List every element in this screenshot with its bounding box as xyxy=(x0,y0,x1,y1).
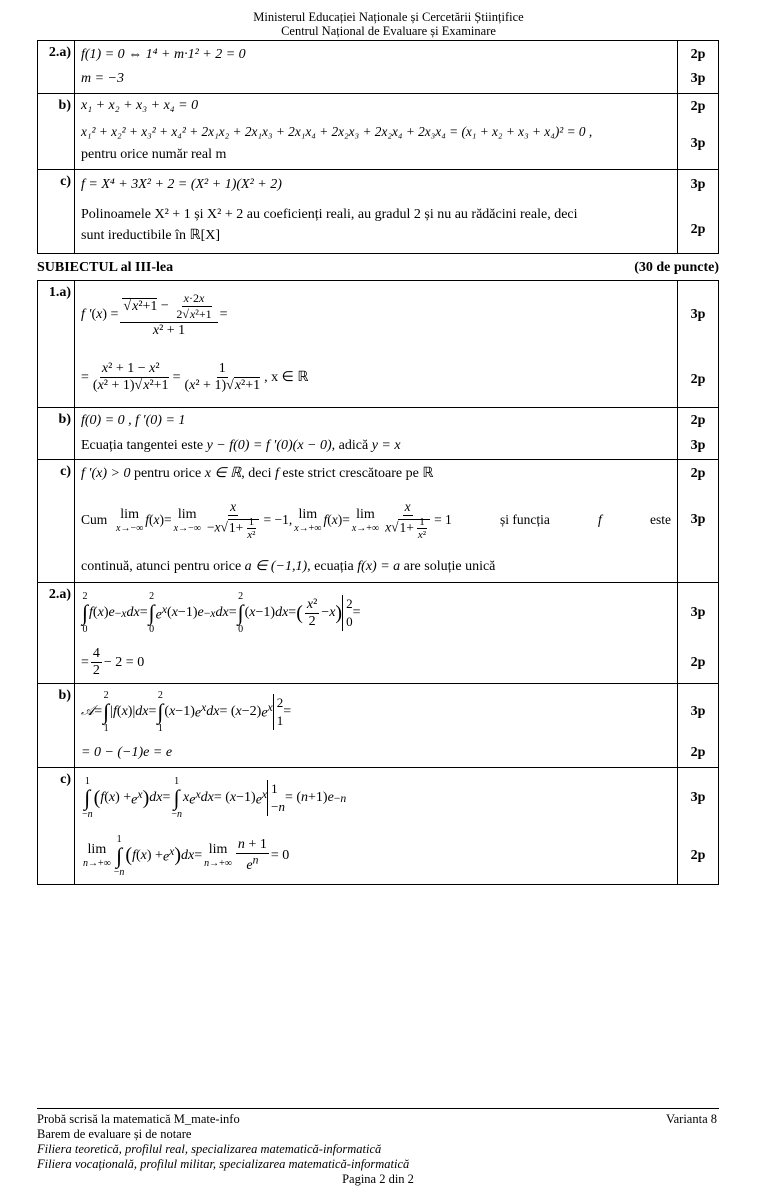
derivative-result: = $\frac{\text{x² + 1 − x²}}{\text{(x² + 1)√x²+1}}$ = $\frac{1}{\text{(x² + 1)√x²+1}}$ , x ∈ ℝ xyxy=(81,361,309,393)
points-value: 3p xyxy=(690,136,706,151)
row-1c xyxy=(38,460,719,583)
text-fragment: Ecuația tangentei este xyxy=(81,438,207,453)
item-label: 2.a) xyxy=(48,587,71,602)
document-footer xyxy=(37,1108,719,1187)
text-fragment: , adică xyxy=(331,438,372,453)
math-fragment: f(x) = a xyxy=(357,559,401,574)
math-fragment: x ∈ ℝ xyxy=(204,466,242,481)
row-2a xyxy=(38,41,719,94)
item-label: c) xyxy=(60,174,71,189)
math-fragment: a ∈ (−1,1) xyxy=(244,559,308,574)
math-fragment: f xyxy=(598,512,602,527)
text-fragment: pentru orice xyxy=(130,466,205,481)
subject-3-table xyxy=(37,280,719,885)
math-fragment: ℝ xyxy=(422,466,434,481)
limits-line: Cum lim x→−∞ f ( x )= lim x→−∞ x −x√1+ $\frac{1}{\text{x²}}$ = −1, lim x→+∞ f ( x )= lim x→+∞ x x√1+ $\frac{1}{\text{x²}}$ = 1 și funcția f este xyxy=(81,499,671,541)
document-header xyxy=(0,10,777,38)
text-fragment: continuă, atunci pentru orice xyxy=(81,559,245,574)
points-value: 2p xyxy=(690,745,706,760)
center-name: Centrul Național de Evaluare și Examinare xyxy=(281,24,496,38)
item-label: b) xyxy=(58,98,71,113)
points-value: 3p xyxy=(690,605,706,620)
section-title: SUBIECTUL al III-lea xyxy=(37,260,174,275)
integral-result: = $\frac{4}{2}$ − 2 = 0 xyxy=(81,646,145,678)
item-label: c) xyxy=(60,464,71,479)
subject-2-table xyxy=(37,40,719,254)
points-value: 3p xyxy=(690,71,706,86)
item-label: b) xyxy=(58,412,71,427)
points-value: 2p xyxy=(690,413,706,428)
math-fragment: y = x xyxy=(371,438,401,453)
grading-title: Barem de evaluare și de notare xyxy=(37,1127,192,1141)
row-2b xyxy=(38,94,719,170)
text-fragment: este strict crescătoare pe xyxy=(278,466,423,481)
math-fragment: y − f(0) = f ′(0)(x − 0) xyxy=(206,438,332,453)
solution-line: sunt ireductibile în ℝ[X] xyxy=(81,228,221,243)
text-fragment: , ecuația xyxy=(307,559,358,574)
limit-line: lim n→+∞ 1 ∫ −n ( f ( x ) + $e^x$ ) dx = lim n→+∞ $\frac{n + 1}{e^n}$ = 0 xyxy=(83,833,290,878)
points-value: 3p xyxy=(690,307,706,322)
solution-line: Polinoamele X² + 1 și X² + 2 au coeficienți reali, au gradul 2 și nu au rădăcini reale, deci xyxy=(81,207,578,222)
row-1b xyxy=(38,408,719,460)
solution-line xyxy=(81,434,671,458)
solution-line xyxy=(81,460,671,488)
points-value: 2p xyxy=(690,47,706,62)
item-label: b) xyxy=(58,688,71,703)
variant-label: Varianta 8 xyxy=(665,1112,717,1126)
row-1a xyxy=(38,281,719,408)
points-value: 2p xyxy=(690,848,706,863)
solution-line: pentru orice număr real m xyxy=(81,147,227,162)
points-value: 2p xyxy=(690,99,706,114)
points-value: 3p xyxy=(690,704,706,719)
exam-name: Probă scrisă la matematică M_mate-info xyxy=(37,1112,240,1126)
row-2b-iii xyxy=(38,684,719,768)
track-line: Filiera vocațională, profilul militar, specializarea matematică-informatică xyxy=(37,1157,410,1171)
track-line: Filiera teoretică, profilul real, specializarea matematică-informatică xyxy=(37,1142,382,1156)
points-value: 2p xyxy=(690,655,706,670)
text-fragment: și funcția xyxy=(499,512,550,527)
row-2c xyxy=(38,170,719,254)
solution-line: f(0) = 0 , f ′(0) = 1 xyxy=(81,413,186,428)
item-label: c) xyxy=(60,772,71,787)
points-value: 2p xyxy=(690,222,706,237)
row-2c-iii xyxy=(38,768,719,885)
area-line: 𝒜 = 2 ∫ 1 | f ( x )| dx = 2 ∫ 1 ( x −1) $e^x$ dx = ( x −2) $e^x$ 2 1 = xyxy=(81,689,292,734)
solution-line: = 0 − (−1)e = e xyxy=(81,745,173,760)
section-points: (30 de puncte) xyxy=(634,260,719,275)
points-value: 3p xyxy=(690,438,706,453)
integral-line: 1 ∫ −n ( f ( x ) + $e^x$ ) dx = 1 ∫ −n x $e^x$ dx = ( x −1) $e^x$ 1 −n = ( n +1) e −n xyxy=(82,776,347,820)
text-fragment: , deci xyxy=(241,466,276,481)
integral-line: 2 ∫ 0 f ( x ) e −x dx = 2 ∫ 0 $e^x$ ( x −1) e −x dx = 2 ∫ 0 ( x −1) dx = ( $\frac{\text{x²}}{2}$ − x ) 2 0 = xyxy=(82,591,361,635)
derivative-formula: f ′ ( x ) = √x²+1 − $\frac{x\cdot 2x}{\text{2√x²+1}}$ x² + 1 = xyxy=(81,291,228,338)
solution-line: f(1) = 0 ⇔ 1⁴ + m·1² + 2 = 0 xyxy=(81,47,246,62)
item-label: 2.a) xyxy=(48,45,71,60)
text-fragment: este xyxy=(649,512,671,527)
points-value: 2p xyxy=(690,372,706,387)
item-label: 1.a) xyxy=(48,285,71,300)
row-2a-iii xyxy=(38,583,719,684)
text-fragment: are soluție unică xyxy=(400,559,496,574)
points-value: 3p xyxy=(690,512,706,527)
points-value: 3p xyxy=(690,790,706,805)
text-fragment: Cum xyxy=(81,512,108,527)
solution-line xyxy=(81,552,671,581)
domain-note: , x ∈ ℝ xyxy=(264,370,309,385)
solution-line: x₁ + x₂ + x₃ + x₄ = 0 xyxy=(81,98,199,113)
solution-line: m = −3 xyxy=(81,71,125,86)
solution-line: x₁² + x₂² + x₃² + x₄² + 2x₁x₂ + 2x₁x₃ + 2x₁x₄ + 2x₂x₃ + 2x₂x₄ + 2x₃x₄ = (x₁ + x₂ + x₃ + x₄)² = 0 , xyxy=(81,124,593,139)
math-fragment: f xyxy=(275,466,279,481)
math-fragment: f ′(x) > 0 xyxy=(81,466,131,481)
ministry-name: Ministerul Educației Naționale și Cercetării Științifice xyxy=(253,10,524,24)
solution-line: f = X⁴ + 3X² + 2 = (X² + 1)(X² + 2) xyxy=(81,177,282,192)
page-number: Pagina 2 din 2 xyxy=(342,1172,414,1186)
points-value: 2p xyxy=(690,466,706,481)
points-value: 3p xyxy=(690,177,706,192)
